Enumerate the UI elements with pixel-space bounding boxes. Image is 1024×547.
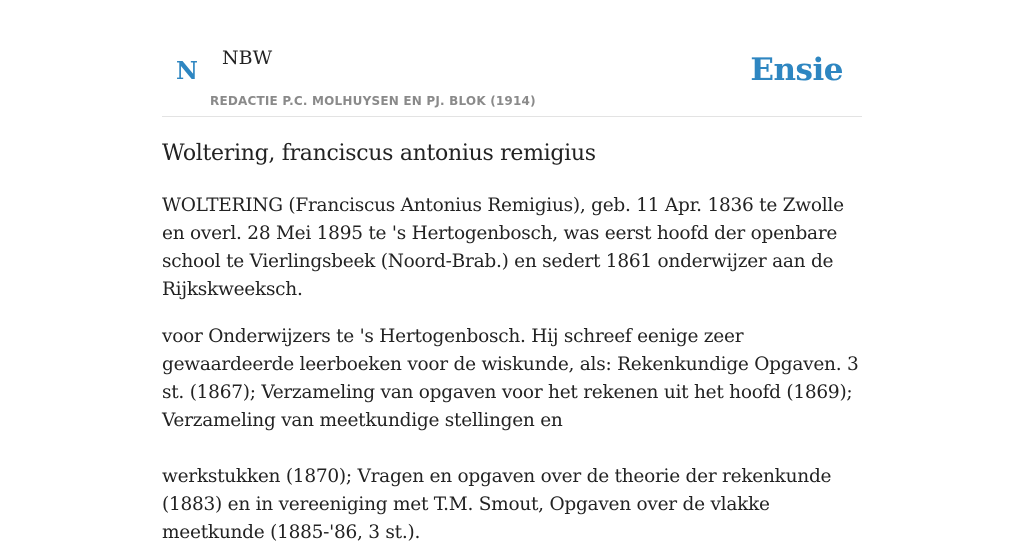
article-paragraph: werkstukken (1870); Vragen en opgaven over de theorie der rekenkunde (1883) en in vereeniging met T.M. Smout, Opgaven over de vlakke meetkunde (1885-'86, 3 st.). (162, 466, 832, 543)
source-subtitle: REDACTIE P.C. MOLHUYSEN EN PJ. BLOK (1914) (210, 94, 536, 108)
source-title[interactable]: NBW (222, 47, 273, 69)
source-header (162, 0, 862, 117)
article-title: Woltering, franciscus antonius remigius (162, 141, 596, 166)
article-paragraph: voor Onderwijzers te 's Hertogenbosch. Hij schreef eenige zeer gewaardeerde leerboeken voor de wiskunde, als: Rekenkundige Opgaven. 3 st. (1867); Verzameling van opgaven voor het rekenen uit het hoofd (1869); Verzameling van meetkundige stellingen en (162, 326, 859, 431)
ensie-logo[interactable]: Ensie (750, 52, 843, 88)
article (162, 138, 862, 547)
source-logo[interactable]: N (176, 56, 198, 85)
article-paragraph: WOLTERING (Franciscus Antonius Remigius), geb. 11 Apr. 1836 te Zwolle en overl. 28 Mei 1895 te 's Hertogenbosch, was eerst hoofd der openbare school te Vierlingsbeek (Noord-Brab.) en sedert 1861 onderwijzer aan de Rijkskweeksch. (162, 195, 844, 300)
